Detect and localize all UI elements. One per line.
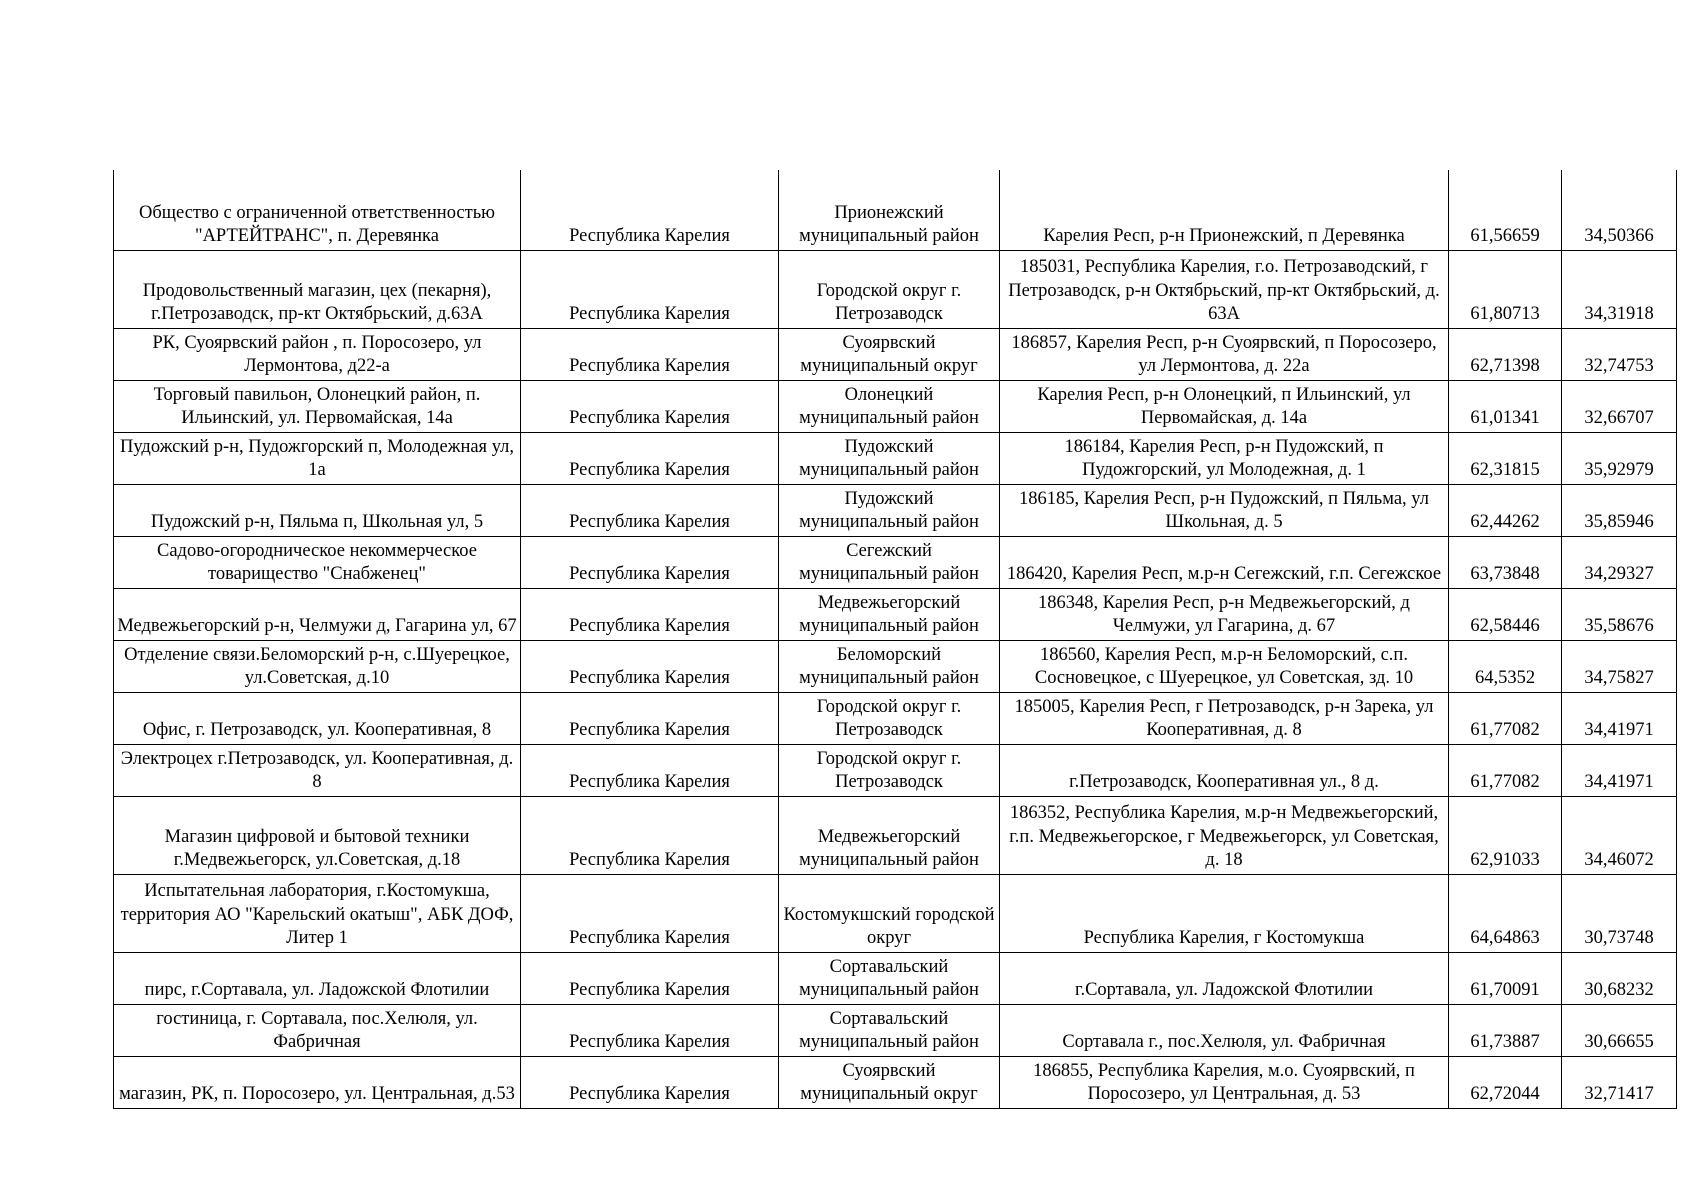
longitude-cell: 35,58676 [1562, 588, 1677, 640]
latitude-cell: 62,71398 [1449, 328, 1562, 380]
latitude-cell: 61,77082 [1449, 692, 1562, 744]
address-cell: 185005, Карелия Респ, г Петрозаводск, р-н Зарека, ул Кооперативная, д. 8 [1000, 692, 1449, 744]
table-row [114, 1004, 1677, 1056]
table-row [114, 380, 1677, 432]
object-name-cell: Торговый павильон, Олонецкий район, п. Ильинский, ул. Первомайская, 14а [114, 380, 521, 432]
object-name-cell: Отделение связи.Беломорский р-н, с.Шуерецкое, ул.Советская, д.10 [114, 640, 521, 692]
latitude-cell: 62,58446 [1449, 588, 1562, 640]
longitude-cell: 32,66707 [1562, 380, 1677, 432]
table-row [114, 588, 1677, 640]
object-name-cell: Общество с ограниченной ответственностью "АРТЕЙТРАНС", п. Деревянка [114, 170, 521, 250]
latitude-cell: 62,91033 [1449, 796, 1562, 874]
longitude-cell: 35,85946 [1562, 484, 1677, 536]
table-row [114, 536, 1677, 588]
district-cell: Пудожский муниципальный район [779, 484, 1000, 536]
latitude-cell: 63,73848 [1449, 536, 1562, 588]
document-table [113, 170, 1677, 1109]
address-cell: г.Петрозаводск, Кооперативная ул., 8 д. [1000, 744, 1449, 796]
district-cell: Суоярвский муниципальный округ [779, 1056, 1000, 1108]
object-name-cell: Пудожский р-н, Пяльма п, Школьная ул, 5 [114, 484, 521, 536]
district-cell: Суоярвский муниципальный округ [779, 328, 1000, 380]
object-name-cell: Магазин цифровой и бытовой техники г.Медвежьегорск, ул.Советская, д.18 [114, 796, 521, 874]
address-cell: г.Сортавала, ул. Ладожской Флотилии [1000, 952, 1449, 1004]
object-name-cell: гостиница, г. Сортавала, пос.Хелюля, ул. Фабричная [114, 1004, 521, 1056]
object-name-cell: пирс, г.Сортавала, ул. Ладожской Флотилии [114, 952, 521, 1004]
region-cell: Республика Карелия [521, 328, 779, 380]
region-cell: Республика Карелия [521, 640, 779, 692]
object-name-cell: РК, Суоярвский район , п. Поросозеро, ул Лермонтова, д22-а [114, 328, 521, 380]
table-row [114, 640, 1677, 692]
longitude-cell: 35,92979 [1562, 432, 1677, 484]
longitude-cell: 34,29327 [1562, 536, 1677, 588]
district-cell: Сортавальский муниципальный район [779, 952, 1000, 1004]
object-name-cell: Медвежьегорский р-н, Челмужи д, Гагарина ул, 67 [114, 588, 521, 640]
table-row [114, 170, 1677, 250]
longitude-cell: 30,68232 [1562, 952, 1677, 1004]
latitude-cell: 61,73887 [1449, 1004, 1562, 1056]
object-name-cell: Электроцех г.Петрозаводск, ул. Кооперативная, д. 8 [114, 744, 521, 796]
longitude-cell: 34,75827 [1562, 640, 1677, 692]
address-cell: Сортавала г., пос.Хелюля, ул. Фабричная [1000, 1004, 1449, 1056]
latitude-cell: 62,31815 [1449, 432, 1562, 484]
object-name-cell: Садово-огородническое некоммерческое товарищество "Снабженец" [114, 536, 521, 588]
longitude-cell: 30,73748 [1562, 874, 1677, 952]
latitude-cell: 61,80713 [1449, 250, 1562, 328]
region-cell: Республика Карелия [521, 170, 779, 250]
region-cell: Республика Карелия [521, 484, 779, 536]
object-name-cell: Испытательная лаборатория, г.Костомукша, территория АО "Карельский окатыш", АБК ДОФ, Литер 1 [114, 874, 521, 952]
latitude-cell: 64,5352 [1449, 640, 1562, 692]
latitude-cell: 61,56659 [1449, 170, 1562, 250]
address-cell: Карелия Респ, р-н Прионежский, п Деревянка [1000, 170, 1449, 250]
longitude-cell: 34,41971 [1562, 744, 1677, 796]
region-cell: Республика Карелия [521, 1004, 779, 1056]
table-row [114, 432, 1677, 484]
longitude-cell: 32,71417 [1562, 1056, 1677, 1108]
region-cell: Республика Карелия [521, 380, 779, 432]
region-cell: Республика Карелия [521, 588, 779, 640]
latitude-cell: 64,64863 [1449, 874, 1562, 952]
district-cell: Беломорский муниципальный район [779, 640, 1000, 692]
address-cell: Карелия Респ, р-н Олонецкий, п Ильинский, ул Первомайская, д. 14а [1000, 380, 1449, 432]
district-cell: Сегежский муниципальный район [779, 536, 1000, 588]
table-row [114, 952, 1677, 1004]
address-cell: 186184, Карелия Респ, р-н Пудожский, п Пудожгорский, ул Молодежная, д. 1 [1000, 432, 1449, 484]
region-cell: Республика Карелия [521, 250, 779, 328]
longitude-cell: 32,74753 [1562, 328, 1677, 380]
district-cell: Костомукшский городской округ [779, 874, 1000, 952]
longitude-cell: 34,41971 [1562, 692, 1677, 744]
address-cell: 186352, Республика Карелия, м.р-н Медвежьегорский, г.п. Медвежьегорское, г Медвежьегорск, ул Советская, д. 18 [1000, 796, 1449, 874]
table-row [114, 796, 1677, 874]
district-cell: Олонецкий муниципальный район [779, 380, 1000, 432]
address-cell: 186348, Карелия Респ, р-н Медвежьегорский, д Челмужи, ул Гагарина, д. 67 [1000, 588, 1449, 640]
region-cell: Республика Карелия [521, 952, 779, 1004]
table-row [114, 1056, 1677, 1108]
table-row [114, 692, 1677, 744]
district-cell: Медвежьегорский муниципальный район [779, 796, 1000, 874]
address-cell: 186855, Республика Карелия, м.о. Суоярвский, п Поросозеро, ул Центральная, д. 53 [1000, 1056, 1449, 1108]
object-name-cell: Пудожский р-н, Пудожгорский п, Молодежная ул, 1а [114, 432, 521, 484]
district-cell: Пудожский муниципальный район [779, 432, 1000, 484]
table-row [114, 250, 1677, 328]
region-cell: Республика Карелия [521, 432, 779, 484]
region-cell: Республика Карелия [521, 1056, 779, 1108]
district-cell: Медвежьегорский муниципальный район [779, 588, 1000, 640]
object-name-cell: Продовольственный магазин, цех (пекарня), г.Петрозаводск, пр-кт Октябрьский, д.63А [114, 250, 521, 328]
latitude-cell: 62,72044 [1449, 1056, 1562, 1108]
longitude-cell: 30,66655 [1562, 1004, 1677, 1056]
longitude-cell: 34,31918 [1562, 250, 1677, 328]
region-cell: Республика Карелия [521, 536, 779, 588]
district-cell: Городской округ г. Петрозаводск [779, 744, 1000, 796]
table-row [114, 328, 1677, 380]
address-cell: 186420, Карелия Респ, м.р-н Сегежский, г.п. Сегежское [1000, 536, 1449, 588]
district-cell: Городской округ г. Петрозаводск [779, 250, 1000, 328]
address-cell: 186560, Карелия Респ, м.р-н Беломорский, с.п. Сосновецкое, с Шуерецкое, ул Советская, зд. 10 [1000, 640, 1449, 692]
region-cell: Республика Карелия [521, 692, 779, 744]
district-cell: Прионежский муниципальный район [779, 170, 1000, 250]
district-cell: Городской округ г. Петрозаводск [779, 692, 1000, 744]
region-cell: Республика Карелия [521, 796, 779, 874]
latitude-cell: 61,77082 [1449, 744, 1562, 796]
district-cell: Сортавальский муниципальный район [779, 1004, 1000, 1056]
latitude-cell: 62,44262 [1449, 484, 1562, 536]
address-cell: 185031, Республика Карелия, г.о. Петрозаводский, г Петрозаводск, р-н Октябрьский, пр-кт Октябрьский, д. 63А [1000, 250, 1449, 328]
address-cell: Республика Карелия, г Костомукша [1000, 874, 1449, 952]
longitude-cell: 34,46072 [1562, 796, 1677, 874]
table-body [114, 170, 1677, 1108]
address-cell: 186185, Карелия Респ, р-н Пудожский, п Пяльма, ул Школьная, д. 5 [1000, 484, 1449, 536]
region-cell: Республика Карелия [521, 744, 779, 796]
address-cell: 186857, Карелия Респ, р-н Суоярвский, п Поросозеро, ул Лермонтова, д. 22а [1000, 328, 1449, 380]
latitude-cell: 61,01341 [1449, 380, 1562, 432]
object-name-cell: магазин, РК, п. Поросозеро, ул. Центральная, д.53 [114, 1056, 521, 1108]
table-row [114, 484, 1677, 536]
table-row [114, 744, 1677, 796]
table-row [114, 874, 1677, 952]
latitude-cell: 61,70091 [1449, 952, 1562, 1004]
longitude-cell: 34,50366 [1562, 170, 1677, 250]
region-cell: Республика Карелия [521, 874, 779, 952]
object-name-cell: Офис, г. Петрозаводск, ул. Кооперативная, 8 [114, 692, 521, 744]
